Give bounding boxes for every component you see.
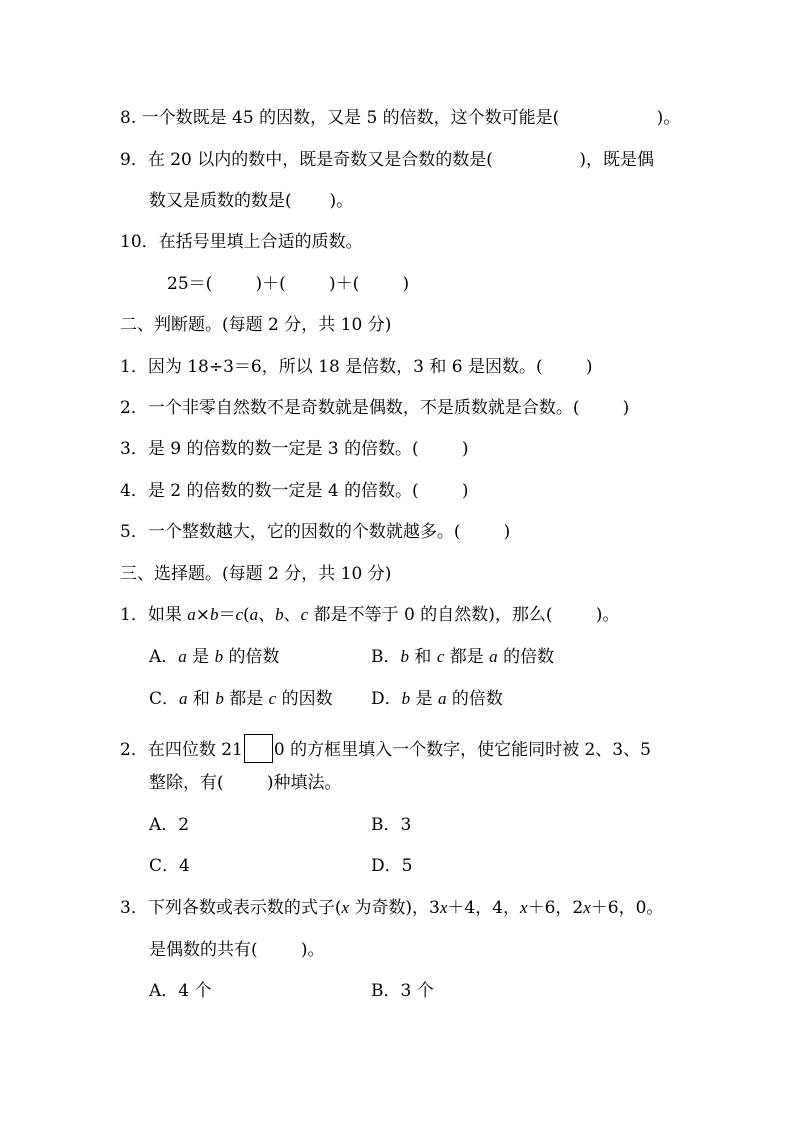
- choice-q2-option-d: D．5: [371, 856, 413, 876]
- choice-q2-option-b: B．3: [371, 815, 412, 835]
- judge-q3: 3．是 9 的倍数的数一定是 3 的倍数。( ): [120, 439, 469, 459]
- q10-equation: 25＝( )＋( )＋( ): [167, 274, 410, 294]
- q8-line: 8. 一个数既是 45 的因数，又是 5 的倍数，这个数可能是( )。: [120, 108, 681, 128]
- choice-q1: 1．如果 a×b＝c(a、b、c 都是不等于 0 的自然数)，那么( )。: [120, 605, 620, 625]
- choice-q2-option-a: A．2: [149, 815, 190, 835]
- choice-q1-option-d: D．b 是 a 的倍数: [371, 689, 503, 709]
- judge-q1: 1．因为 18÷3＝6，所以 18 是倍数，3 和 6 是因数。( ): [120, 357, 593, 377]
- judge-q2: 2．一个非零自然数不是奇数就是偶数，不是质数就是合数。( ): [120, 398, 630, 418]
- q9-line-1: 9．在 20 以内的数中，既是奇数又是合数的数是( )，既是偶: [120, 150, 654, 170]
- section-2-heading: 二、判断题。(每题 2 分，共 10 分): [120, 315, 392, 335]
- choice-q3-option-a: A．4 个: [149, 981, 212, 1001]
- section-3-heading: 三、选择题。(每题 2 分，共 10 分): [120, 564, 392, 584]
- choice-q2-line-1: 2．在四位数 21 0 的方框里填入一个数字，使它能同时被 2、3、5: [120, 734, 651, 763]
- choice-q2-line-2: 整除，有( )种填法。: [149, 773, 342, 793]
- choice-q3-option-b: B．3 个: [371, 981, 434, 1001]
- choice-q1-option-a: A．a 是 b 的倍数: [149, 647, 280, 667]
- choice-q1-option-c: C．a 和 b 都是 c 的因数: [149, 689, 333, 709]
- judge-q4: 4．是 2 的倍数的数一定是 4 的倍数。( ): [120, 481, 469, 501]
- choice-q3-line-1: 3．下列各数或表示数的式子(x 为奇数)，3x＋4，4，x＋6，2x＋6，0。: [120, 898, 664, 918]
- choice-q1-option-b: B．b 和 c 都是 a 的倍数: [371, 647, 555, 667]
- choice-q2-option-c: C．4: [149, 856, 190, 876]
- q10-line: 10．在括号里填上合适的质数。: [120, 232, 363, 252]
- choice-q3-line-2: 是偶数的共有( )。: [149, 940, 325, 960]
- q9-line-2: 数又是质数的数是( )。: [149, 191, 354, 211]
- judge-q5: 5．一个整数越大，它的因数的个数就越多。( ): [120, 522, 511, 542]
- blank-digit-box: [244, 734, 273, 763]
